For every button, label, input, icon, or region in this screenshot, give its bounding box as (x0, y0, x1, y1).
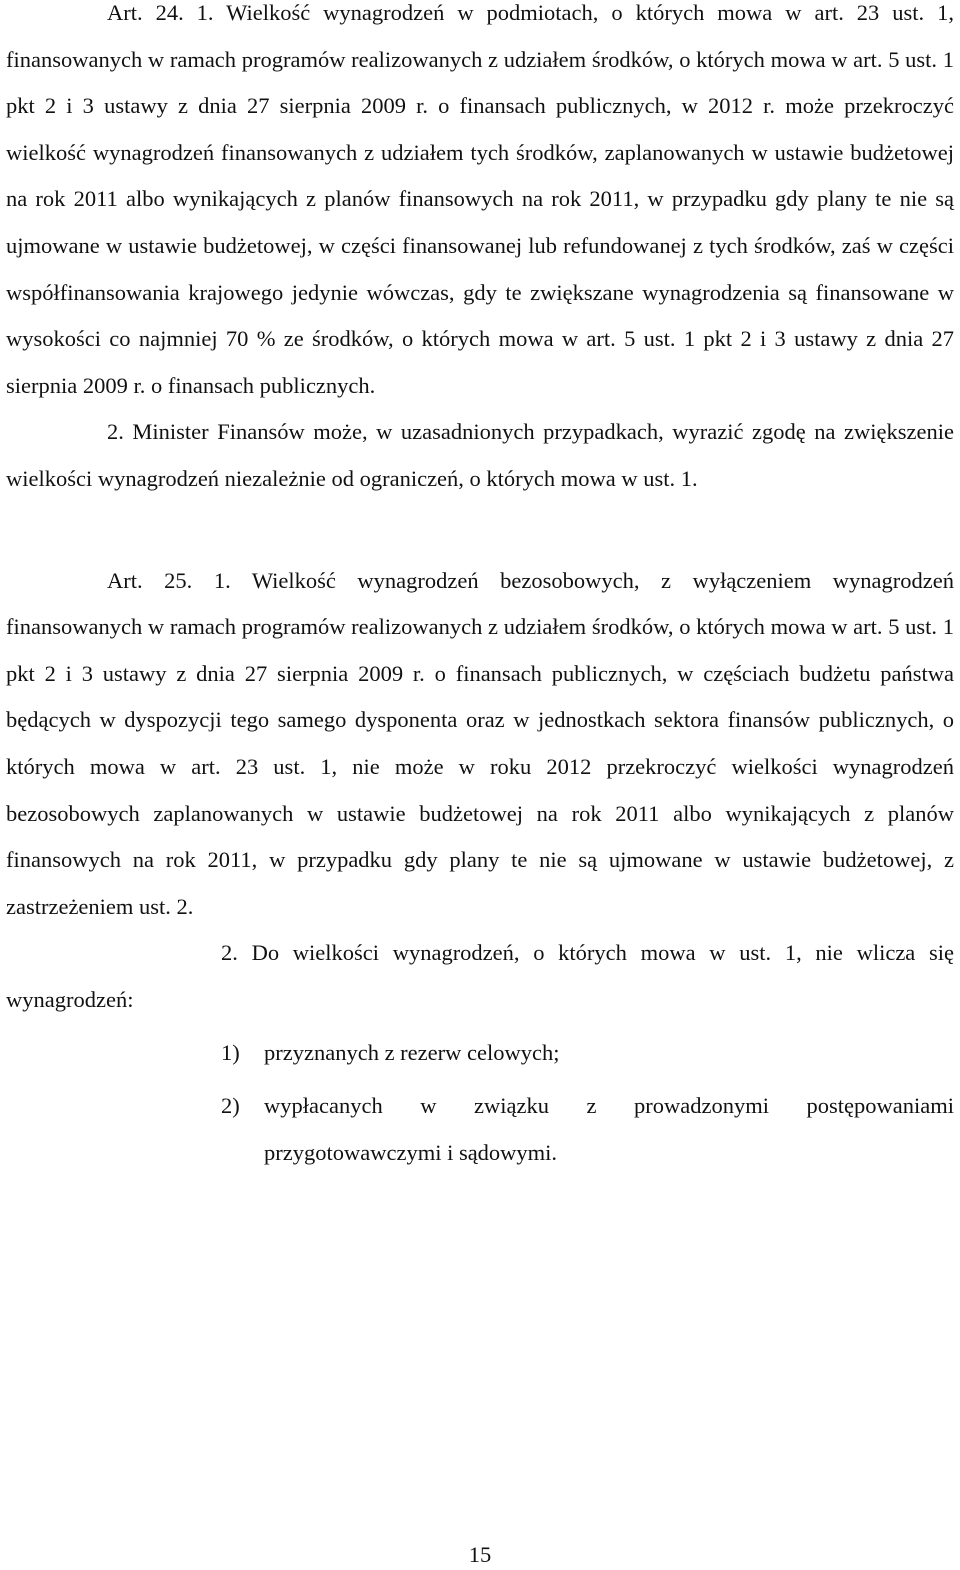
list-item-number: 1) (221, 1040, 240, 1066)
list-item-text: przyznanych z rezerw celowych; (264, 1040, 560, 1066)
art24-paragraph-1: Art. 24. 1. Wielkość wynagrodzeń w podmiotach, o których mowa w art. 23 ust. 1, finansowanych w ramach programów realizowanych z udziałem środków, o których mowa w art. 5 ust. 1 pkt 2 i 3 ustawy z dnia 27 sierpnia 2009 r. o finansach publicznych, w 2012 r. może przekroczyć wielkość wynagrodzeń finansowanych z udziałem tych środków, zaplanowanych w ustawie budżetowej na rok 2011 albo wynikających z planów finansowych na rok 2011, w przypadku gdy plany te nie są ujmowane w ustawie budżetowej, w części finansowanej lub refundowanej z tych środków, zaś w części współfinansowania krajowego jedynie wówczas, gdy te zwiększane wynagrodzenia są finansowane w wysokości co najmniej 70 % ze środków, o których mowa w art. 5 ust. 1 pkt 2 i 3 ustawy z dnia 27 sierpnia 2009 r. o finansach publicznych. (6, 0, 954, 398)
list-item-text: wypłacanych w związku z prowadzonymi postępowaniami przygotowawczymi i sądowymi. (264, 1093, 954, 1166)
document-page (6, 0, 954, 1176)
list-item (6, 1082, 954, 1176)
list-item-number: 2) (221, 1093, 240, 1119)
art25-paragraph-1: Art. 25. 1. Wielkość wynagrodzeń bezosobowych, z wyłączeniem wynagrodzeń finansowanych w ramach programów realizowanych z udziałem środków, o których mowa w art. 5 ust. 1 pkt 2 i 3 ustawy z dnia 27 sierpnia 2009 r. o finansach publicznych, w częściach budżetu państwa będących w dyspozycji tego samego dysponenta oraz w jednostkach sektora finansów publicznych, o których mowa w art. 23 ust. 1, nie może w roku 2012 przekroczyć wielkości wynagrodzeń bezosobowych zaplanowanych w ustawie budżetowej na rok 2011 albo wynikających z planów finansowych na rok 2011, w przypadku gdy plany te nie są ujmowane w ustawie budżetowej, z zastrzeżeniem ust. 2. (6, 567, 954, 919)
art24-paragraph-2: 2. Minister Finansów może, w uzasadnionych przypadkach, wyrazić zgodę na zwiększenie wielkości wynagrodzeń niezależnie od ograniczeń, o których mowa w ust. 1. (6, 419, 954, 491)
art25-paragraph-2: 2. Do wielkości wynagrodzeń, o których mowa w ust. 1, nie wlicza się wynagrodzeń: (6, 940, 954, 1012)
list-item (6, 1029, 954, 1076)
page-number: 15 (468, 1542, 492, 1567)
